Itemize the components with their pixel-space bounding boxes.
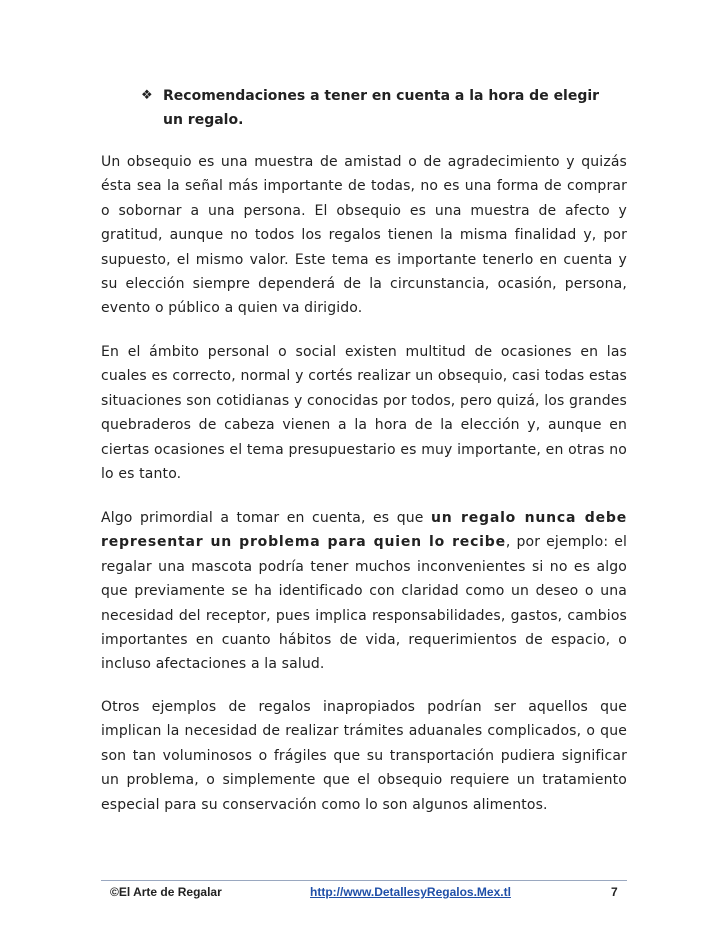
section-heading	[141, 84, 621, 132]
page-number: 7	[611, 885, 618, 899]
paragraph-1-text: Un obsequio es una muestra de amistad o de agradecimiento y quizás ésta sea la señal más importante de todas, no es una forma de comprar o sobornar a una persona. El obsequio es una muestra de afecto y gratitud, aunque no todos los regalos tienen la misma finalidad y, por supuesto, el mismo valor. Este tema es importante tenerlo en cuenta y su elección siempre dependerá de la circunstancia, ocasión, persona, evento o público a quien va dirigido.	[101, 154, 627, 317]
paragraph-4	[101, 695, 627, 817]
footer-website-link[interactable]: http://www.DetallesyRegalos.Mex.tl	[310, 885, 511, 899]
paragraph-3-emphasis: un regalo nunca debe representar un problema para quien lo recibe	[101, 510, 627, 551]
footer-divider	[101, 880, 627, 881]
paragraph-1	[101, 150, 627, 321]
paragraph-2	[101, 340, 627, 486]
section-heading-text: Recomendaciones a tener en cuenta a la hora de elegir un regalo.	[163, 88, 600, 128]
paragraph-3	[101, 506, 627, 677]
paragraph-3-text	[101, 506, 627, 677]
paragraph-3-intro: Algo primordial a tomar en cuenta, es que	[101, 510, 431, 526]
paragraph-4-text: Otros ejemplos de regalos inapropiados podrían ser aquellos que implican la necesidad de realizar trámites aduanales complicados, o que son tan voluminosos o frágiles que su transportación pudiera significar un problema, o simplemente que el obsequio requiere un tratamiento especial para su conservación como lo son algunos alimentos.	[101, 699, 627, 813]
paragraph-2-text: En el ámbito personal o social existen multitud de ocasiones en las cuales es correcto, normal y cortés realizar un obsequio, casi todas estas situaciones son cotidianas y conocidas por todos, pero quizá, los grandes quebraderos de cabeza vienen a la hora de la elección y, aunque en ciertas ocasiones el tema presupuestario es muy importante, en otras no lo es tanto.	[101, 344, 627, 483]
footer-copyright: ©El Arte de Regalar	[110, 885, 222, 899]
diamond-bullet-icon: ❖	[141, 88, 153, 103]
paragraph-3-rest: , por ejemplo: el regalar una mascota podría tener muchos inconvenientes si no es algo que previamente se ha identificado con claridad como un deseo o una necesidad del receptor, pues implica responsabilidades, gastos, cambios importantes en cuanto hábitos de vida, requerimientos de espacio, o incluso afectaciones a la salud.	[101, 534, 627, 673]
